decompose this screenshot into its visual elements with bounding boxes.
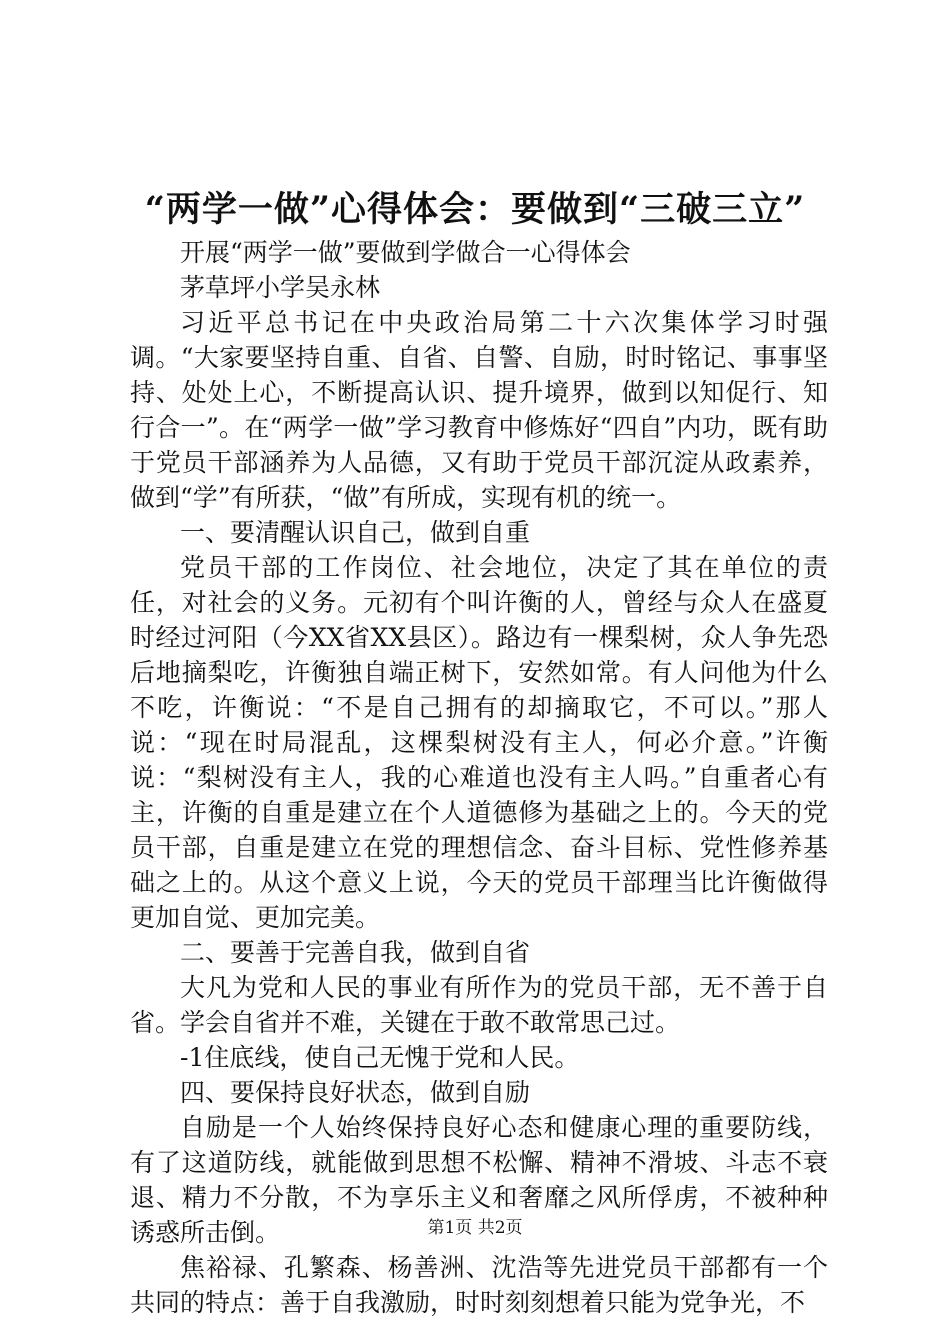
author-line: 茅草坪小学吴永林 — [180, 273, 381, 302]
paragraph-2: 大凡为党和人民的事业有所作为的党员干部，无不善于自省。学会自省并不难，关键在于敢不敢常思己过。 — [130, 973, 828, 1037]
paragraph-5: 焦裕禄、孔繁森、杨善洲、沈浩等先进党员干部都有一个共同的特点：善于自我激励，时时刻刻想着只能为党争光，不 — [130, 1253, 828, 1317]
document-body — [130, 235, 828, 1320]
subtitle: 开展“两学一做”要做到学做合一心得体会 — [180, 238, 631, 267]
page-footer: 第1页 共2页 — [427, 1218, 523, 1238]
paragraph-intro: 习近平总书记在中央政治局第二十六次集体学习时强调。“大家要坚持自重、自省、自警、自励，时时铭记、事事坚持、处处上心，不断提高认识、提升境界，做到以知促行、知行合一”。在“两学一做”学习教育中修炼好“四自”内功，既有助于党员干部涵养为人品德，又有助于党员干部沉淀从政素养，做到“学”有所获，“做”有所成，实现有机的统一。 — [130, 308, 828, 512]
paragraph-4: 自励是一个人始终保持良好心态和健康心理的重要防线，有了这道防线，就能做到思想不松懈、精神不滑坡、斗志不衰退、精力不分散，不为享乐主义和奢靡之风所俘虏，不被种种诱惑所击倒。 — [130, 1113, 828, 1247]
paragraph-fragment: -1住底线，使自己无愧于党和人民。 — [180, 1043, 580, 1072]
section-heading-1: 一、要清醒认识自己，做到自重 — [180, 518, 531, 547]
section-heading-2: 二、要善于完善自我，做到自省 — [180, 938, 531, 967]
paragraph-1: 党员干部的工作岗位、社会地位，决定了其在单位的责任，对社会的义务。元初有个叫许衡的人，曾经与众人在盛夏时经过河阳（今XX省XX县区）。路边有一棵梨树，众人争先恐后地摘梨吃，许衡独自端正树下，安然如常。有人问他为什么不吃，许衡说：“不是自己拥有的却摘取它，不可以。”那人说：“现在时局混乱，这棵梨树没有主人，何必介意。”许衡说：“梨树没有主人，我的心难道也没有主人吗。”自重者心有主，许衡的自重是建立在个人道德修为基础之上的。今天的党员干部，自重是建立在党的理想信念、奋斗目标、党性修养基础之上的。从这个意义上说，今天的党员干部理当比许衡做得更加自觉、更加完美。 — [130, 553, 828, 932]
section-heading-4: 四、要保持良好状态，做到自励 — [180, 1078, 531, 1107]
document-title: “两学一做”心得体会：要做到“三破三立” — [144, 189, 806, 230]
